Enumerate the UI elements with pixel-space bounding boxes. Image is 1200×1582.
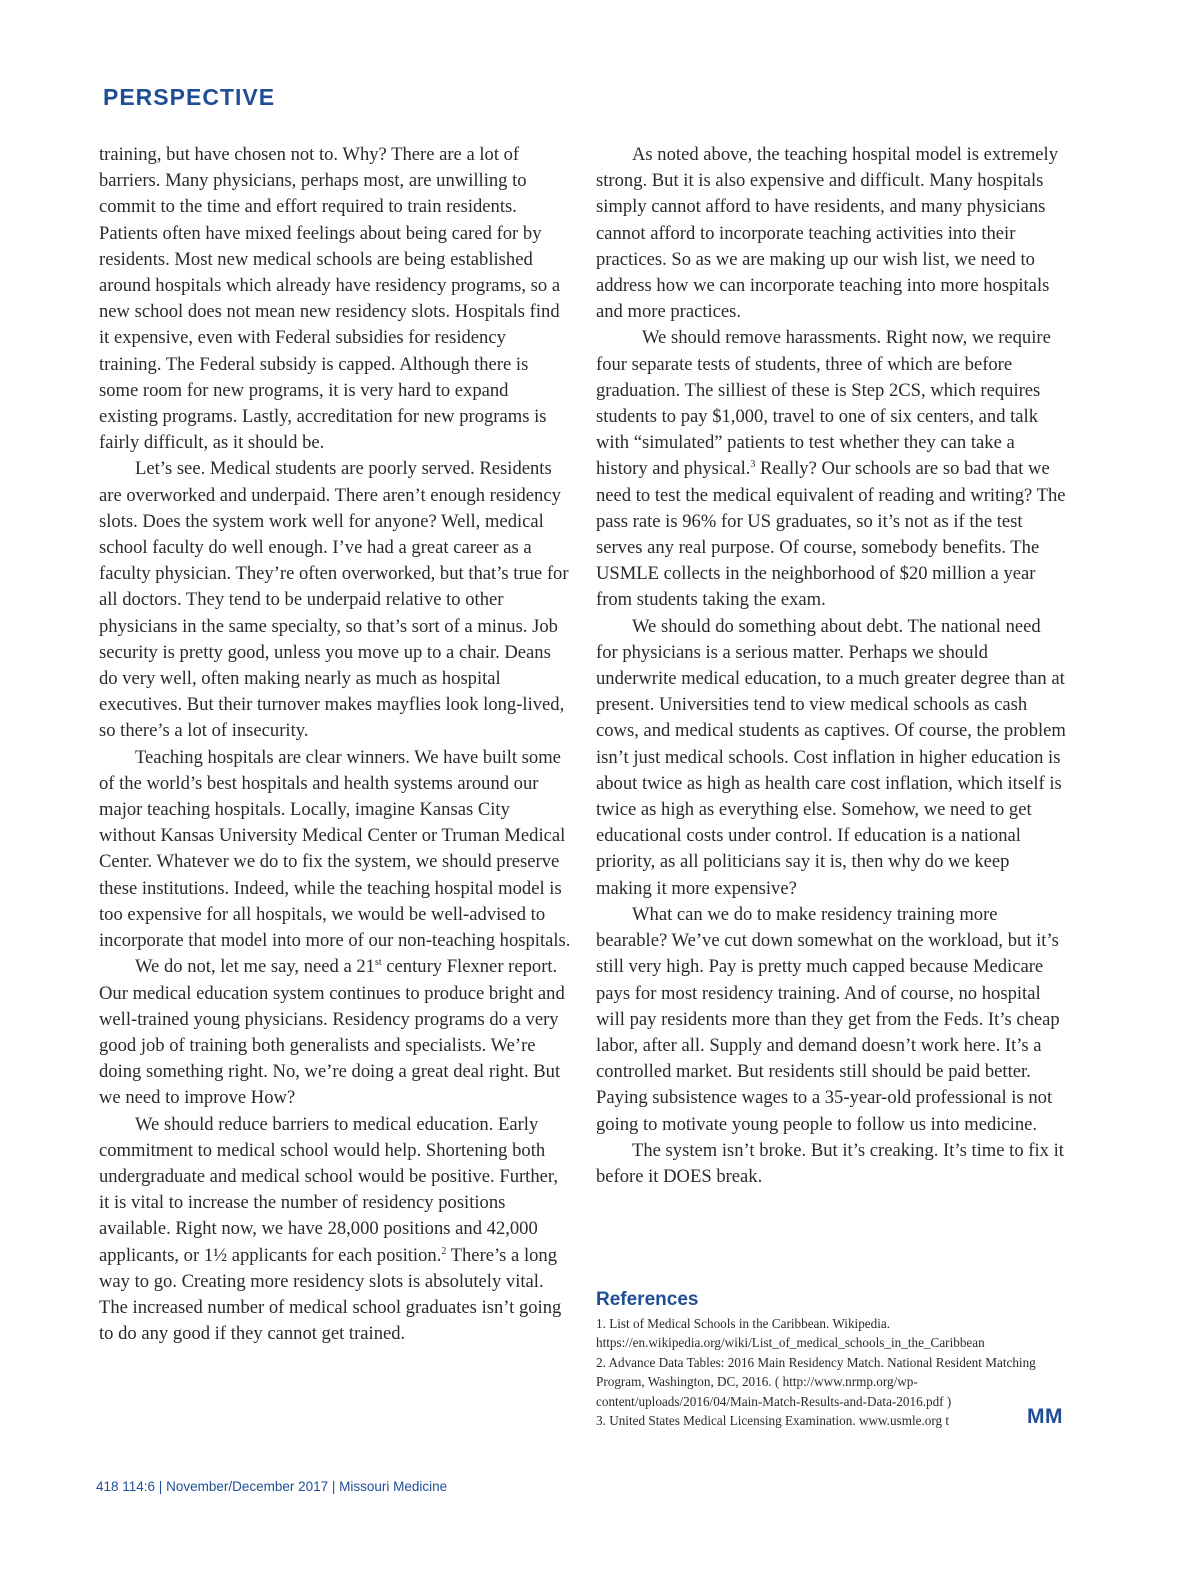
paragraph: As noted above, the teaching hospital model is extremely strong. But it is also expensive and difficult. Many hospitals simply cannot afford to have residents, and many physicians cannot afford to incorporate teaching activities into their practices. So as we are making up our wish list, we need to address how we can incorporate teaching into more hospitals and more practices.	[596, 144, 1058, 323]
paragraph-text: Really? Our schools are so bad that we need to test the medical equivalent of reading and writing? The pass rate is 96% for US graduates, so it’s not as if the test serves any real purpose. Of course, somebody benefits. The USMLE collects in the neighborhood of $20 million a year from students taking the exam.	[596, 458, 1066, 611]
article-column-right	[596, 142, 1066, 1190]
paragraph: Teaching hospitals are clear winners. We have built some of the world’s best hospitals and health systems around our major teaching hospitals. Locally, imagine Kansas City without Kansas University Medical Center or Truman Medical Center. Whatever we do to fix the system, we should preserve these institutions. Indeed, while the teaching hospital model is too expensive for all hospitals, we would be well-advised to incorporate that model into more of our non-teaching hospitals.	[99, 746, 571, 952]
citation-marker: 2	[441, 1245, 447, 1257]
paragraph: Let’s see. Medical students are poorly served. Residents are overworked and underpaid. There aren’t enough residency slots. Does the system work well for anyone? Well, medical school faculty do well enough. I’ve had a great career as a faculty physician. They’re often overworked, but that’s true for all doctors. They tend to be underpaid relative to other physicians in the same specialty, so that’s sort of a minus. Job security is pretty good, unless you move up to a chair. Deans do very well, often making nearly as much as hospital executives. But their turnover makes mayflies look long-lived, so there’s a lot of insecurity.	[99, 458, 569, 742]
reference-item: 2. Advance Data Tables: 2016 Main Residency Match. National Resident Matching Program, Washington, DC, 2016. ( http://www.nrmp.org/wp-content/uploads/2016/04/Main-Match-Results-and-Data-2016.pdf )	[596, 1354, 1036, 1409]
paragraph: The system isn’t broke. But it’s creaking. It’s time to fix it before it DOES break.	[596, 1139, 1064, 1187]
paragraph-text: We do not, let me say, need a 21	[135, 956, 375, 978]
article-column-left	[99, 142, 571, 1347]
citation-marker: 3	[750, 459, 756, 471]
references-heading: References	[596, 1289, 699, 1310]
section-label: PERSPECTIVE	[103, 84, 276, 110]
paragraph-text: We should reduce barriers to medical education. Early commitment to medical school would help. Shortening both undergraduate and medical school would be positive. Further, it is vital to increase the number of residency positions available. Right now, we have 28,000 positions and 42,000 applicants, or 1½ applicants for each position.	[99, 1113, 558, 1266]
paragraph	[99, 1112, 571, 1348]
paragraph: training, but have chosen not to. Why? There are a lot of barriers. Many physicians, perhaps most, are unwilling to commit to the time and effort required to train residents. Patients often have mixed feelings about being cared for by residents. Most new medical schools are being established around hospitals which already have residency programs, so a new school does not mean new residency slots. Hospitals find it expensive, even with Federal subsidies for residency training. The Federal subsidy is capped. Although there is some room for new programs, it is very hard to expand existing programs. Lastly, accreditation for new programs is fairly difficult, as it should be.	[99, 144, 561, 454]
superscript: st	[374, 957, 382, 969]
page-footer: 418 114:6 | November/December 2017 | Missouri Medicine	[96, 1479, 448, 1494]
paragraph-text: There’s a long way to go. Creating more residency slots is absolutely vital. The increased number of medical school graduates isn’t going to do any good if they cannot get trained.	[99, 1244, 562, 1345]
reference-item: 3. United States Medical Licensing Examination. www.usmle.org t	[596, 1413, 950, 1429]
paragraph	[99, 954, 571, 1111]
paragraph-text: We should remove harassments. Right now, we require four separate tests of students, three of which are before graduation. The silliest of these is Step 2CS, which requires students to pay $1,000, travel to one of six centers, and talk with “simulated” patients to test whether they can take a history and physical.	[596, 327, 1051, 480]
paragraph: We should do something about debt. The national need for physicians is a serious matter. Perhaps we should underwrite medical education, to a much greater degree than at present. Universities tend to view medical schools as cash cows, and medical students as captives. Of course, the problem isn’t just medical schools. Cost inflation in higher education is about twice as high as health care cost inflation, which itself is twice as high as everything else. Somehow, we need to get educational costs under control. If education is a national priority, as all politicians say it is, then why do we keep making it more expensive?	[596, 615, 1066, 899]
references-list	[596, 1314, 1070, 1430]
paragraph: What can we do to make residency training more bearable? We’ve cut down somewhat on the workload, but it’s still very high. Pay is pretty much capped because Medicare pays for most residency training. And of course, no hospital will pay residents more than they get from the Feds. It’s cheap labor, after all. Supply and demand doesn’t work here. It’s a controlled market. But residents still should be paid better. Paying subsistence wages to a 35-year-old professional is not going to motivate young people to follow us into medicine.	[596, 903, 1060, 1135]
reference-item: 1. List of Medical Schools in the Caribbean. Wikipedia. https://en.wikipedia.org/wiki/List_of_medical_schools_in_the_Caribbean	[596, 1316, 985, 1351]
paragraph-text: century Flexner report. Our medical education system continues to produce bright and well-trained young physicians. Residency programs do a very good job of training both generalists and specialists. We’re doing something right. No, we’re doing a great deal right. But we need to improve How?	[99, 956, 565, 1109]
paragraph	[596, 325, 1066, 613]
missouri-medicine-logo: MM	[1027, 1405, 1063, 1428]
